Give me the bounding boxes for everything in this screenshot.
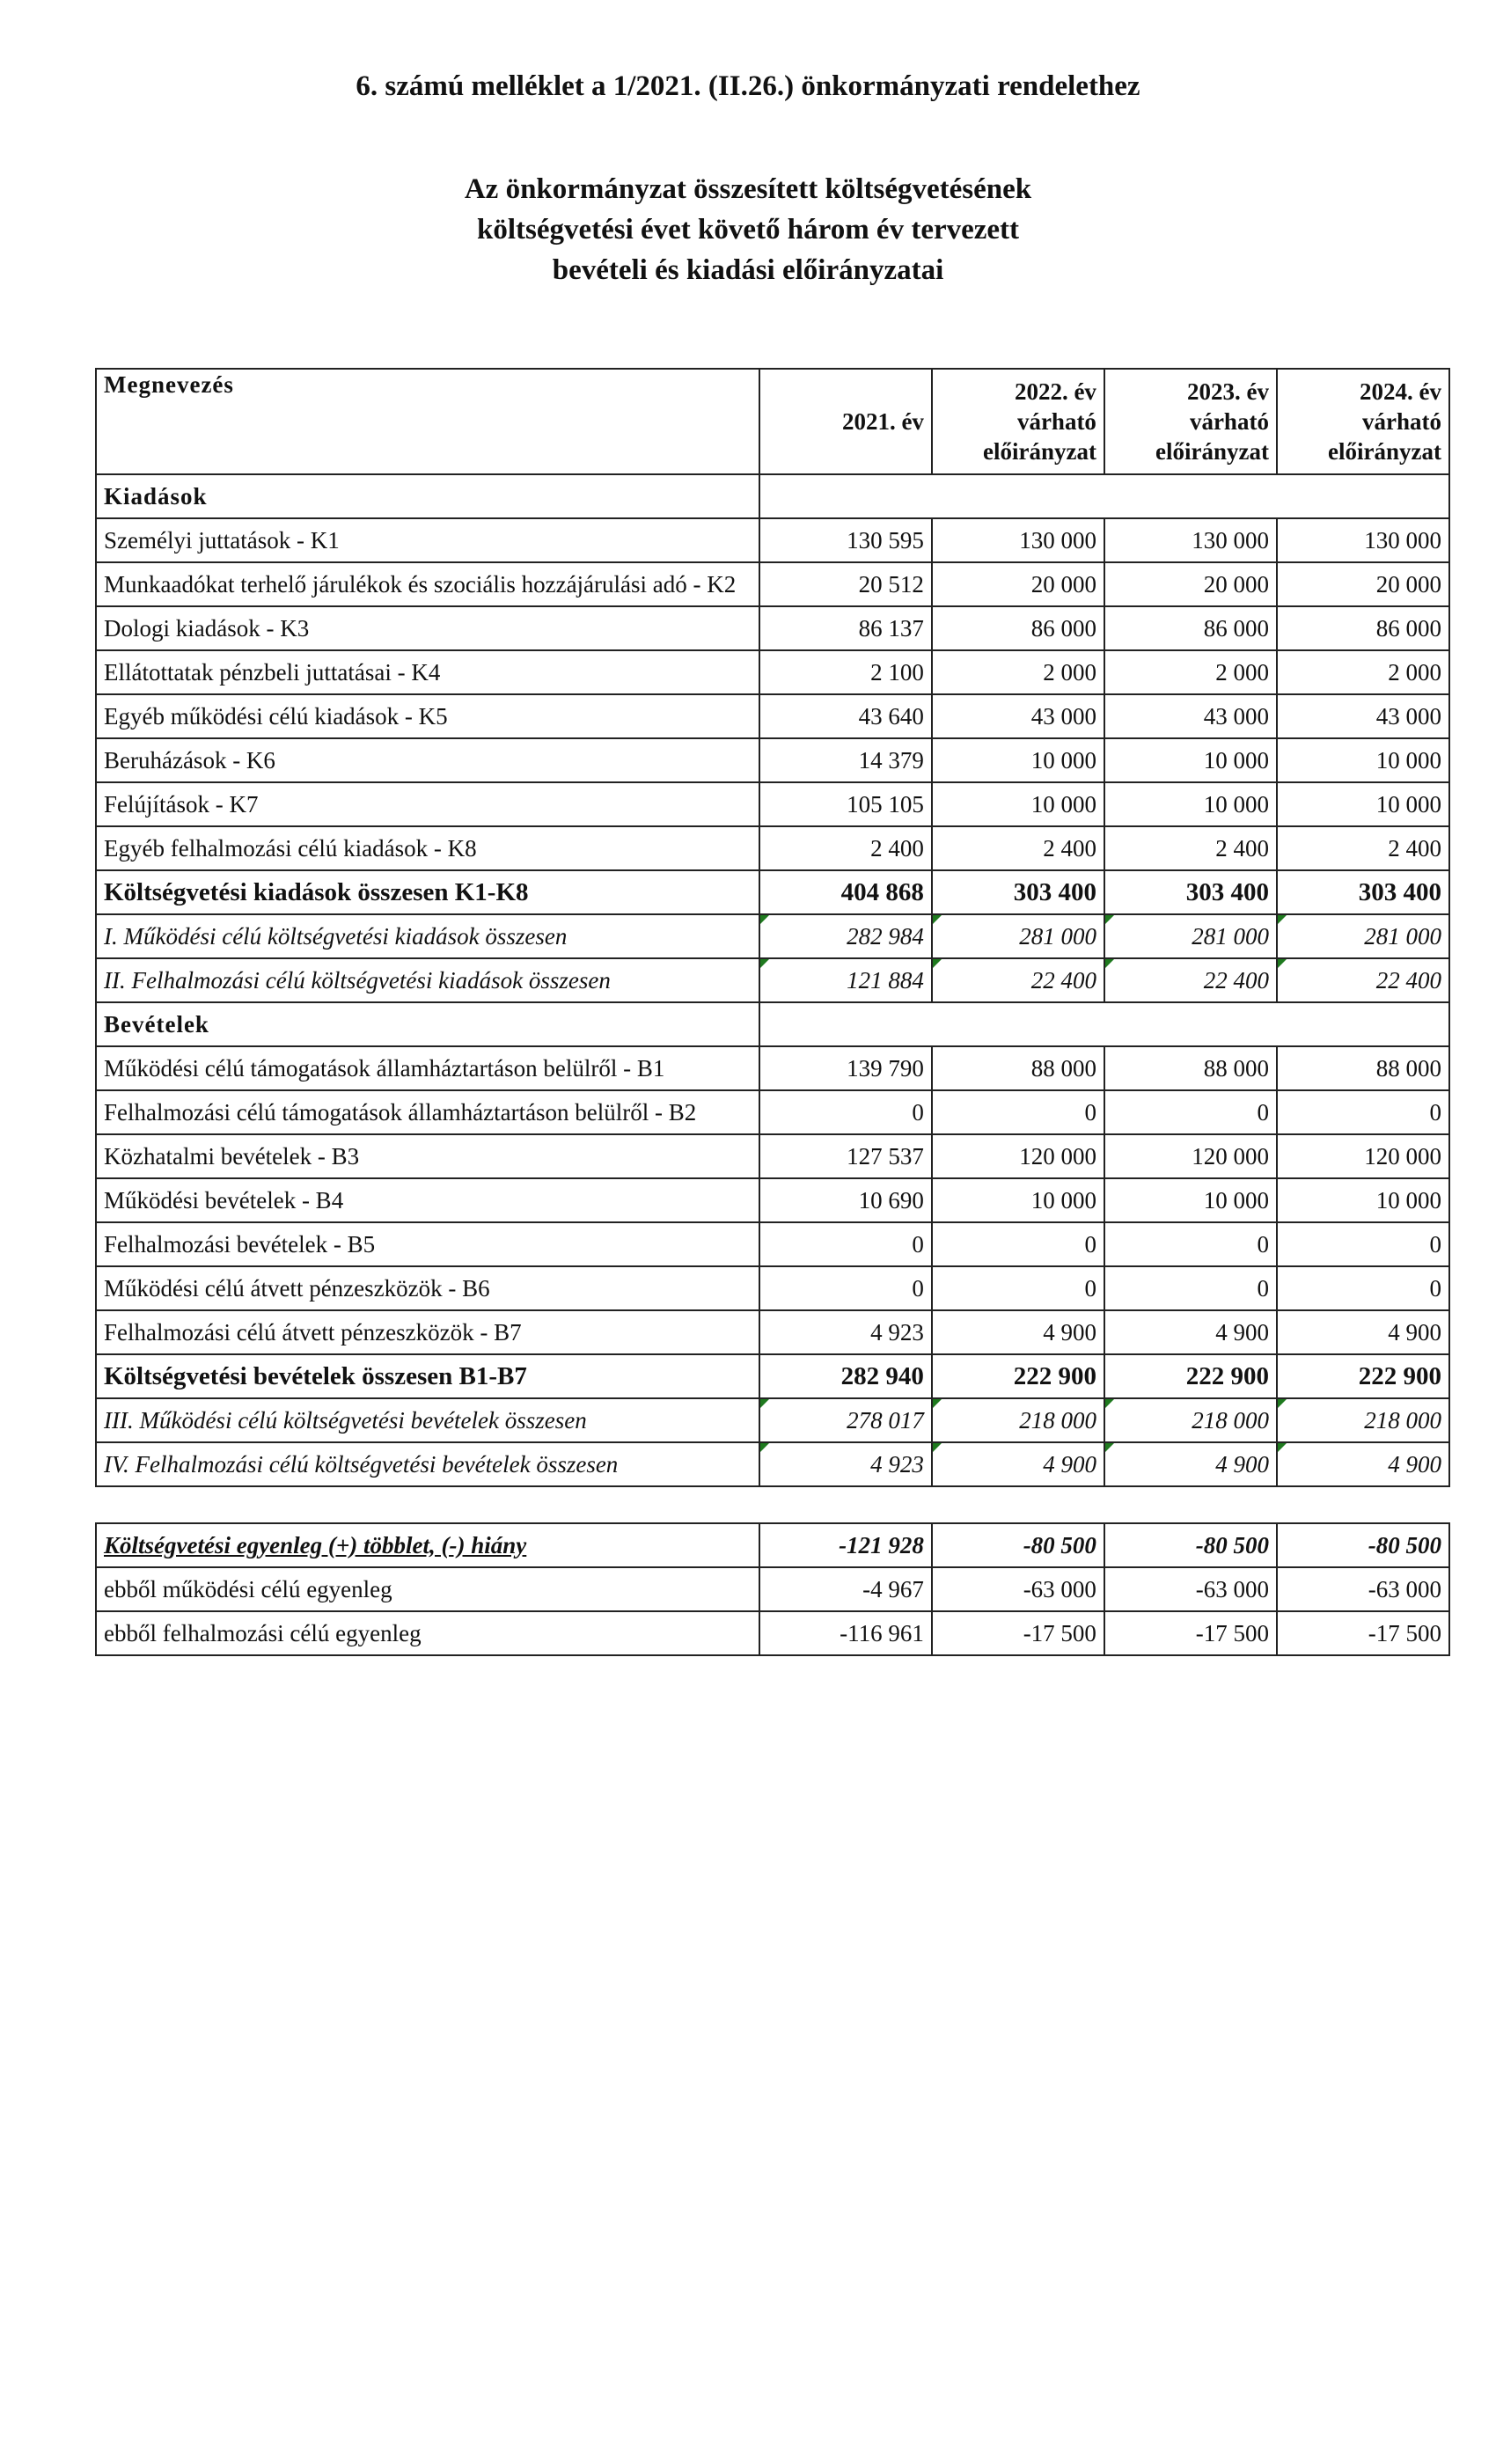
header-2021: 2021. év xyxy=(759,369,932,474)
value-2022: 130 000 xyxy=(932,518,1104,562)
value-2024: 22 400 xyxy=(1277,958,1449,1002)
table-row xyxy=(96,1090,1449,1134)
table-body xyxy=(96,474,1449,1655)
value-2023: 43 000 xyxy=(1104,694,1277,738)
value-2023: 218 000 xyxy=(1104,1398,1277,1442)
row-label: Felhalmozási bevételek - B5 xyxy=(96,1222,759,1266)
title-line-1: Az önkormányzat összesített költségvetésének xyxy=(464,173,1032,205)
value-2021: -116 961 xyxy=(759,1611,932,1655)
value-2024: -17 500 xyxy=(1277,1611,1449,1655)
value-2023: -63 000 xyxy=(1104,1567,1277,1611)
value-2021: -121 928 xyxy=(759,1523,932,1567)
table-row xyxy=(96,650,1449,694)
row-label: Felhalmozási célú támogatások államháztartáson belülről - B2 xyxy=(96,1090,759,1134)
value-2023: 0 xyxy=(1104,1222,1277,1266)
header-2023-line-3: előirányzat xyxy=(1155,438,1269,465)
row-label: Működési célú támogatások államháztartáson belülről - B1 xyxy=(96,1046,759,1090)
value-2022: 10 000 xyxy=(932,1178,1104,1222)
annex-title: 6. számú melléklet a 1/2021. (II.26.) önkormányzati rendelethez xyxy=(356,70,1140,102)
value-2021: 4 923 xyxy=(759,1442,932,1486)
value-2023: 4 900 xyxy=(1104,1310,1277,1354)
table-row xyxy=(96,1178,1449,1222)
header-2024 xyxy=(1277,369,1449,474)
row-label: Felújítások - K7 xyxy=(96,782,759,826)
table-row xyxy=(96,1046,1449,1090)
value-2022: 22 400 xyxy=(932,958,1104,1002)
spacer-cell xyxy=(759,1486,932,1523)
section-blank-cell xyxy=(1104,1002,1277,1046)
value-2022: 10 000 xyxy=(932,782,1104,826)
spacer-cell xyxy=(96,1486,759,1523)
row-label: Munkaadókat terhelő járulékok és szociális hozzájárulási adó - K2 xyxy=(96,562,759,606)
row-label: Közhatalmi bevételek - B3 xyxy=(96,1134,759,1178)
value-2022: 4 900 xyxy=(932,1442,1104,1486)
spacer-cell xyxy=(932,1486,1104,1523)
value-2022: 0 xyxy=(932,1266,1104,1310)
value-2021: 139 790 xyxy=(759,1046,932,1090)
value-2021: 10 690 xyxy=(759,1178,932,1222)
value-2022: 20 000 xyxy=(932,562,1104,606)
row-label: I. Működési célú költségvetési kiadások összesen xyxy=(96,914,759,958)
value-2022: -17 500 xyxy=(932,1611,1104,1655)
value-2024: 86 000 xyxy=(1277,606,1449,650)
header-2023-line-1: 2023. év xyxy=(1186,378,1269,405)
table-row xyxy=(96,694,1449,738)
value-2021: 130 595 xyxy=(759,518,932,562)
title-line-2: költségvetési évet követő három év tervezett xyxy=(476,214,1020,246)
value-2023: 88 000 xyxy=(1104,1046,1277,1090)
value-2024: 222 900 xyxy=(1277,1354,1449,1398)
header-2024-line-1: 2024. év xyxy=(1360,378,1441,405)
revenues-subtotal-row xyxy=(96,1442,1449,1486)
table-row xyxy=(96,1134,1449,1178)
header-2022-line-1: 2022. év xyxy=(1014,378,1096,405)
value-2021: 2 100 xyxy=(759,650,932,694)
header-2024-line-2: várható xyxy=(1362,408,1441,435)
expenses-subtotal-row xyxy=(96,914,1449,958)
row-label: Egyéb működési célú kiadások - K5 xyxy=(96,694,759,738)
value-2021: 121 884 xyxy=(759,958,932,1002)
value-2024: 10 000 xyxy=(1277,738,1449,782)
table-row xyxy=(96,782,1449,826)
value-2022: 88 000 xyxy=(932,1046,1104,1090)
header-2022-line-3: előirányzat xyxy=(982,438,1096,465)
value-2021: 278 017 xyxy=(759,1398,932,1442)
value-2022: -80 500 xyxy=(932,1523,1104,1567)
value-2021: 0 xyxy=(759,1222,932,1266)
value-2021: 105 105 xyxy=(759,782,932,826)
header-2022-line-2: várható xyxy=(1016,408,1096,435)
table-row xyxy=(96,606,1449,650)
spacer-cell xyxy=(1277,1486,1449,1523)
value-2021: 127 537 xyxy=(759,1134,932,1178)
value-2024: -80 500 xyxy=(1277,1523,1449,1567)
value-2024: 0 xyxy=(1277,1266,1449,1310)
row-label: IV. Felhalmozási célú költségvetési bevételek összesen xyxy=(96,1442,759,1486)
value-2023: 20 000 xyxy=(1104,562,1277,606)
value-2024: 303 400 xyxy=(1277,870,1449,914)
value-2023: -17 500 xyxy=(1104,1611,1277,1655)
value-2021: 86 137 xyxy=(759,606,932,650)
value-2022: 0 xyxy=(932,1222,1104,1266)
value-2023: 10 000 xyxy=(1104,782,1277,826)
table-row xyxy=(96,562,1449,606)
balance-sub-row xyxy=(96,1567,1449,1611)
table-row xyxy=(96,1266,1449,1310)
revenues-subtotal-row xyxy=(96,1398,1449,1442)
value-2024: 43 000 xyxy=(1277,694,1449,738)
value-2023: 86 000 xyxy=(1104,606,1277,650)
table-row xyxy=(96,826,1449,870)
revenues-total-row xyxy=(96,1354,1449,1398)
value-2023: 222 900 xyxy=(1104,1354,1277,1398)
value-2024: 130 000 xyxy=(1277,518,1449,562)
row-label: ebből működési célú egyenleg xyxy=(96,1567,759,1611)
budget-table xyxy=(95,368,1450,1656)
table-row xyxy=(96,738,1449,782)
value-2024: 4 900 xyxy=(1277,1442,1449,1486)
header-2023 xyxy=(1104,369,1277,474)
value-2023: 10 000 xyxy=(1104,1178,1277,1222)
value-2024: 10 000 xyxy=(1277,782,1449,826)
expenses-subtotal-row xyxy=(96,958,1449,1002)
row-label: Költségvetési egyenleg (+) többlet, (-) hiány xyxy=(96,1523,759,1567)
value-2022: 0 xyxy=(932,1090,1104,1134)
value-2021: 14 379 xyxy=(759,738,932,782)
row-label: Ellátottatak pénzbeli juttatásai - K4 xyxy=(96,650,759,694)
value-2021: 4 923 xyxy=(759,1310,932,1354)
value-2021: 43 640 xyxy=(759,694,932,738)
value-2022: 222 900 xyxy=(932,1354,1104,1398)
value-2021: 0 xyxy=(759,1090,932,1134)
section-revenues-label: Bevételek xyxy=(96,1002,759,1046)
value-2023: 2 400 xyxy=(1104,826,1277,870)
table-row xyxy=(96,1222,1449,1266)
value-2024: 2 400 xyxy=(1277,826,1449,870)
row-label: Költségvetési kiadások összesen K1-K8 xyxy=(96,870,759,914)
value-2022: -63 000 xyxy=(932,1567,1104,1611)
value-2024: 2 000 xyxy=(1277,650,1449,694)
section-blank-cell xyxy=(759,474,932,518)
spacer-cell xyxy=(1104,1486,1277,1523)
header-2024-line-3: előirányzat xyxy=(1328,438,1441,465)
value-2022: 86 000 xyxy=(932,606,1104,650)
row-label: Személyi juttatások - K1 xyxy=(96,518,759,562)
table-header-row xyxy=(96,369,1449,474)
value-2022: 218 000 xyxy=(932,1398,1104,1442)
value-2022: 4 900 xyxy=(932,1310,1104,1354)
spacer-row xyxy=(96,1486,1449,1523)
value-2022: 2 000 xyxy=(932,650,1104,694)
value-2023: 303 400 xyxy=(1104,870,1277,914)
expenses-total-row xyxy=(96,870,1449,914)
value-2024: 218 000 xyxy=(1277,1398,1449,1442)
section-blank-cell xyxy=(932,1002,1104,1046)
section-blank-cell xyxy=(932,474,1104,518)
value-2022: 281 000 xyxy=(932,914,1104,958)
row-label: II. Felhalmozási célú költségvetési kiadások összesen xyxy=(96,958,759,1002)
value-2023: 120 000 xyxy=(1104,1134,1277,1178)
value-2024: 0 xyxy=(1277,1222,1449,1266)
document-title xyxy=(0,169,1496,290)
value-2024: -63 000 xyxy=(1277,1567,1449,1611)
value-2021: 282 984 xyxy=(759,914,932,958)
value-2021: 0 xyxy=(759,1266,932,1310)
value-2023: 22 400 xyxy=(1104,958,1277,1002)
value-2024: 20 000 xyxy=(1277,562,1449,606)
value-2023: 2 000 xyxy=(1104,650,1277,694)
row-label: Beruházások - K6 xyxy=(96,738,759,782)
value-2021: 404 868 xyxy=(759,870,932,914)
section-expenses-label: Kiadások xyxy=(96,474,759,518)
value-2021: 2 400 xyxy=(759,826,932,870)
value-2024: 0 xyxy=(1277,1090,1449,1134)
value-2024: 88 000 xyxy=(1277,1046,1449,1090)
row-label: ebből felhalmozási célú egyenleg xyxy=(96,1611,759,1655)
row-label: Egyéb felhalmozási célú kiadások - K8 xyxy=(96,826,759,870)
title-line-3: bevételi és kiadási előirányzatai xyxy=(552,254,944,286)
value-2023: 10 000 xyxy=(1104,738,1277,782)
row-label: Felhalmozási célú átvett pénzeszközök - B7 xyxy=(96,1310,759,1354)
value-2023: 0 xyxy=(1104,1090,1277,1134)
value-2022: 43 000 xyxy=(932,694,1104,738)
row-label: Működési bevételek - B4 xyxy=(96,1178,759,1222)
value-2022: 303 400 xyxy=(932,870,1104,914)
value-2022: 2 400 xyxy=(932,826,1104,870)
row-label: III. Működési célú költségvetési bevételek összesen xyxy=(96,1398,759,1442)
balance-sub-row xyxy=(96,1611,1449,1655)
section-blank-cell xyxy=(1104,474,1277,518)
value-2023: 4 900 xyxy=(1104,1442,1277,1486)
value-2024: 281 000 xyxy=(1277,914,1449,958)
row-label: Költségvetési bevételek összesen B1-B7 xyxy=(96,1354,759,1398)
header-name: Megnevezés xyxy=(96,369,759,474)
table-row xyxy=(96,1310,1449,1354)
value-2021: 282 940 xyxy=(759,1354,932,1398)
section-blank-cell xyxy=(1277,1002,1449,1046)
value-2022: 10 000 xyxy=(932,738,1104,782)
value-2023: -80 500 xyxy=(1104,1523,1277,1567)
balance-row xyxy=(96,1523,1449,1567)
value-2023: 281 000 xyxy=(1104,914,1277,958)
table-row xyxy=(96,518,1449,562)
value-2023: 130 000 xyxy=(1104,518,1277,562)
section-blank-cell xyxy=(1277,474,1449,518)
section-expenses xyxy=(96,474,1449,518)
value-2024: 4 900 xyxy=(1277,1310,1449,1354)
value-2024: 120 000 xyxy=(1277,1134,1449,1178)
value-2024: 10 000 xyxy=(1277,1178,1449,1222)
section-revenues xyxy=(96,1002,1449,1046)
section-blank-cell xyxy=(759,1002,932,1046)
value-2022: 120 000 xyxy=(932,1134,1104,1178)
header-2023-line-2: várható xyxy=(1189,408,1269,435)
value-2023: 0 xyxy=(1104,1266,1277,1310)
value-2021: 20 512 xyxy=(759,562,932,606)
row-label: Dologi kiadások - K3 xyxy=(96,606,759,650)
header-2022 xyxy=(932,369,1104,474)
value-2021: -4 967 xyxy=(759,1567,932,1611)
row-label: Működési célú átvett pénzeszközök - B6 xyxy=(96,1266,759,1310)
